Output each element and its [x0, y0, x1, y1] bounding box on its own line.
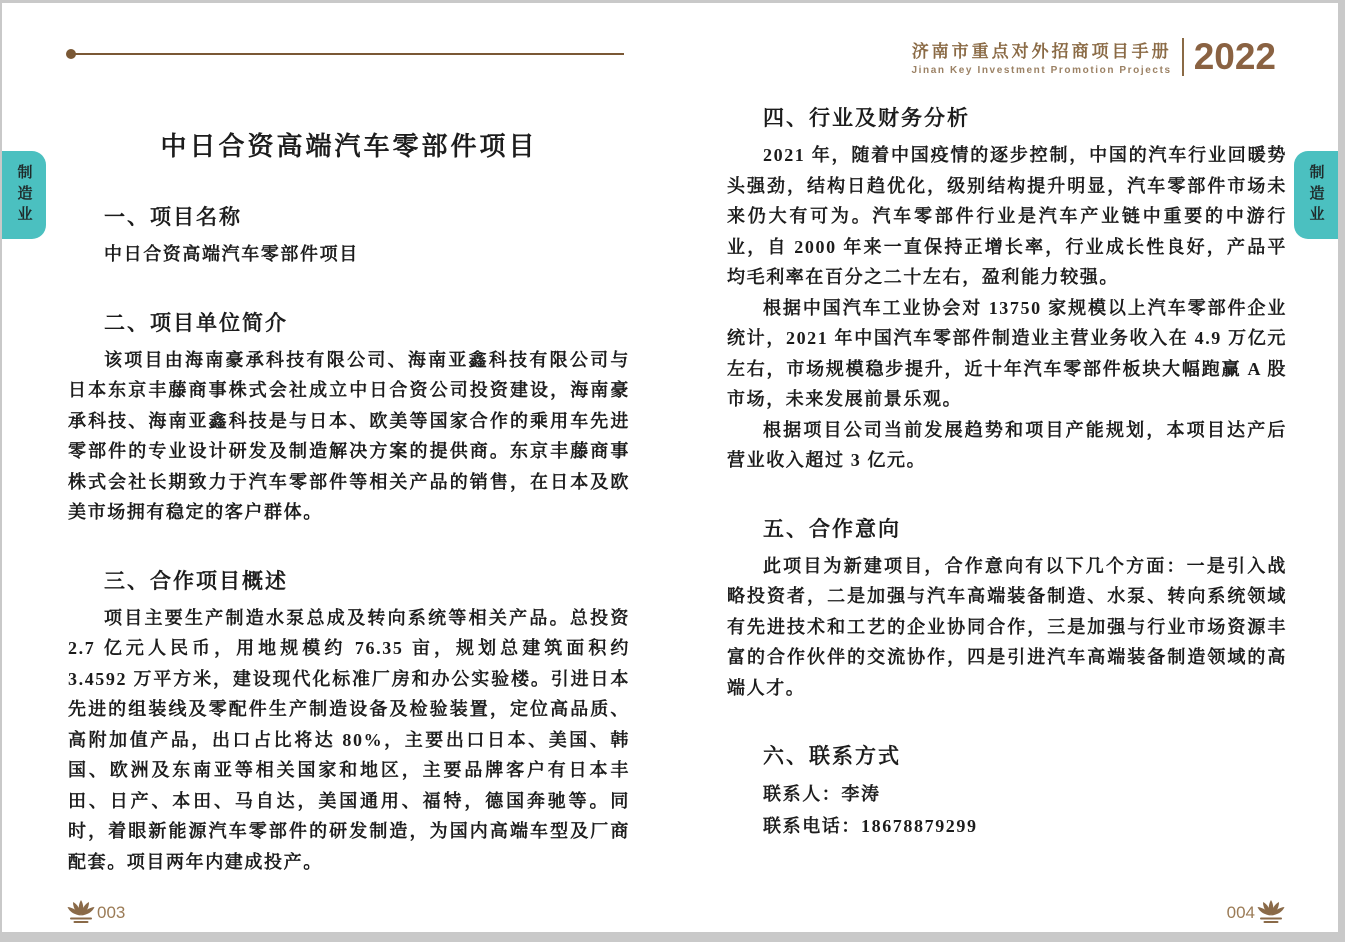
- project-title: 中日合资高端汽车零部件项目: [160, 132, 538, 161]
- handbook-title-en: Jinan Key Investment Promotion Projects: [911, 65, 1172, 76]
- right-page-column: [727, 103, 1287, 842]
- section-cooperation-intent: [727, 514, 1287, 704]
- contact-person: 联系人：李涛: [763, 784, 881, 804]
- section-paragraph: 根据项目公司当前发展趋势和项目产能规划，本项目达产后营业收入超过 3 亿元。: [727, 419, 1287, 470]
- section-heading: 二、项目单位简介: [104, 310, 288, 335]
- lotus-icon: [1256, 899, 1286, 924]
- lotus-icon: [66, 899, 96, 924]
- contact-phone: 联系电话：18678879299: [763, 816, 978, 836]
- category-tab-right: 制造业: [1294, 151, 1338, 239]
- section-heading: 四、行业及财务分析: [763, 106, 970, 130]
- section-body: 该项目由海南豪承科技有限公司、海南亚鑫科技有限公司与日本东京丰藤商事株式会社成立中日合资公司投资建设，海南豪承科技、海南亚鑫科技是与日本、欧美等国家合作的乘用车先进零部件的专业设计研发及制造解决方案的提供商。东京丰藤商事株式会社长期致力于汽车零部件等相关产品的销售，在日本及欧美市场拥有稳定的客户群体。: [68, 349, 630, 522]
- left-page-column: [68, 130, 630, 877]
- page-number: 004: [1226, 903, 1255, 922]
- document-page: [2, 3, 1338, 932]
- section-unit-intro: [68, 308, 630, 528]
- section-paragraph: 根据中国汽车工业协会对 13750 家规模以上汽车零部件企业统计，2021 年中国汽车零部件制造业主营业务收入在 4.9 万亿元左右，市场规模稳步提升，近十年汽车零部件板块大幅跑赢 A 股市场，未来发展前景乐观。: [727, 297, 1287, 409]
- section-heading: 六、联系方式: [763, 744, 901, 768]
- category-tab-left: 制造业: [2, 151, 46, 239]
- header-divider: [1182, 38, 1184, 76]
- handbook-header: [911, 37, 1276, 76]
- section-heading: 一、项目名称: [104, 205, 242, 229]
- right-page-footer: [1227, 899, 1286, 924]
- section-body: 项目主要生产制造水泵总成及转向系统等相关产品。总投资 2.7 亿元人民币，用地规模约 76.35 亩，规划总建筑面积约 3.4592 万平方米，建设现代化标准厂房和办公实验楼。引进日本先进的组装线及零配件生产制造设备及检验装置，定位高品质、高附加值产品，出口占比将达 80%，主要出口日本、美国、韩国、欧洲及东南亚等相关国家和地区，主要品牌客户有日本丰田、日产、本田、马自达，美国通用、福特，德国奔驰等。同时，着眼新能源汽车零部件的研发制造，为国内高端车型及厂商配套。项目两年内建成投产。: [68, 607, 630, 872]
- page-number: 003: [97, 903, 126, 922]
- handbook-titles: [911, 37, 1171, 76]
- header-rule-dot: [66, 49, 76, 59]
- section-paragraph: 此项目为新建项目，合作意向有以下几个方面：一是引入战略投资者，二是加强与汽车高端装备制造、水泵、转向系统领域有先进技术和工艺的企业协同合作，三是加强与行业市场资源丰富的合作伙伴的交流协作，四是引进汽车高端装备制造领域的高端人才。: [727, 555, 1287, 698]
- handbook-year: 2022: [1193, 36, 1276, 77]
- section-project-name: [68, 202, 630, 270]
- section-body: 中日合资高端汽车零部件项目: [104, 244, 359, 264]
- header-rule: [68, 53, 624, 55]
- handbook-title-cn: 济南市重点对外招商项目手册: [911, 42, 1172, 61]
- left-page-footer: [66, 899, 125, 924]
- section-heading: 三、合作项目概述: [104, 568, 288, 593]
- section-paragraph: 2021 年，随着中国疫情的逐步控制，中国的汽车行业回暖势头强劲，结构日趋优化，级别结构提升明显，汽车零部件市场未来仍大有可为。汽车零部件行业是汽车产业链中重要的中游行业，自 2000 年来一直保持正增长率，行业成长性良好，产品平均毛利率在百分之二十左右，盈利能力较强。: [727, 145, 1287, 287]
- section-project-overview: [68, 566, 630, 878]
- section-industry-analysis: [727, 103, 1287, 476]
- section-heading: 五、合作意向: [763, 516, 901, 541]
- section-contact: [727, 741, 1287, 842]
